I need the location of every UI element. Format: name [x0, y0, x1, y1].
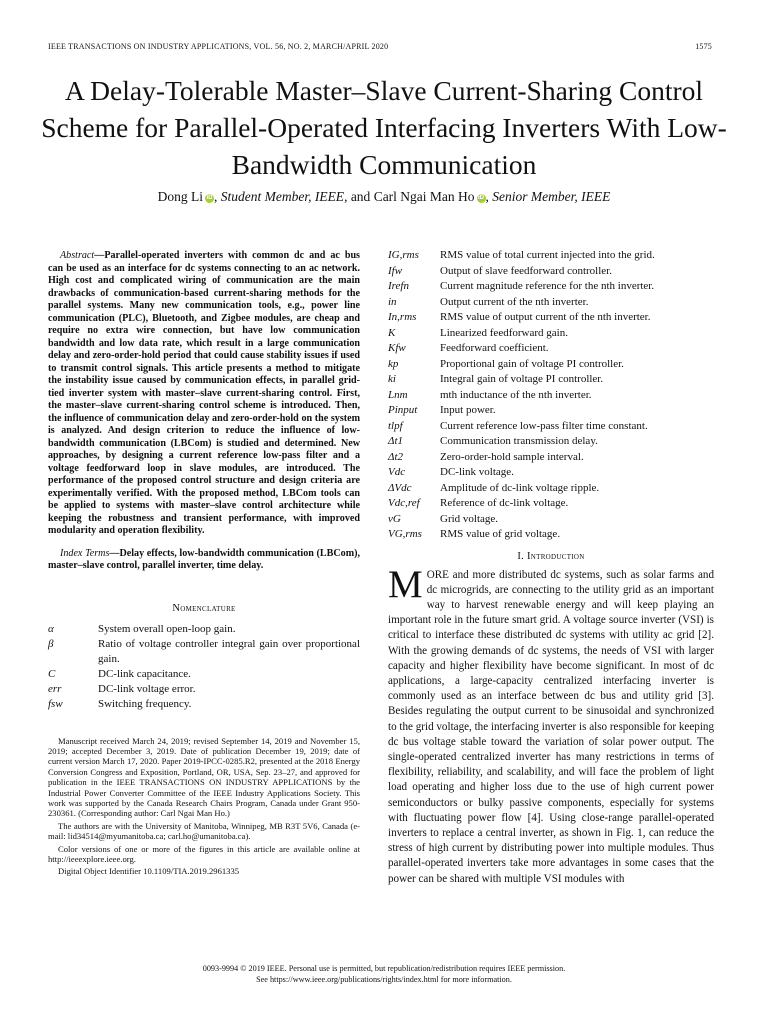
author-role-2: Senior Member, IEEE — [492, 189, 611, 204]
symbol: Ifw — [388, 264, 403, 277]
nomenclature-symbol: β — [48, 637, 54, 650]
symbol-definition: DC-link voltage. — [440, 466, 514, 478]
symbol-definition: Communication transmission delay. — [440, 435, 598, 447]
symbol-definition: Reference of dc-link voltage. — [440, 497, 569, 509]
journal-name: IEEE TRANSACTIONS ON INDUSTRY APPLICATIONS, VOL. 56, NO. 2, MARCH/APRIL 2020 — [48, 42, 389, 51]
symbol-row — [388, 465, 714, 481]
nomenclature-symbol: C — [48, 667, 56, 680]
symbol-row — [388, 295, 714, 311]
symbol-definition: Grid voltage. — [440, 512, 499, 525]
abstract-text: —Parallel-operated inverters with common dc and ac bus can be used as an interface for dc systems connecting to an ac network. High cost and complicated wiring of communication are the main drawbacks of communication-based current-sharing methods for the parallel systems. Many new communication tools, e.g., power line communication (PLC), Bluetooth, and Zigbee modules, are cheap and require no extra wire connection, but have low communication bandwidth and low data rate, which result in a large communication delay and zero-order-hold period that could cause stability issues if used to transmit control signals. This article presents a method to mitigate the instability issue caused by communication effects, in parallel grid-tied inverter system with master–slave current-sharing control. First, the master–slave current-sharing control scheme is introduced. Then, the influence of communication delay and zero-order-hold on the system is analyzed. And design criterion to reduce the influence of low-bandwidth communication (LBCom) is studied and determined. New approaches, by designing a current reference low-pass filter and a voltage feedforward loop in slave modules, are introduced. The performance of the proposed control structure and design criteria are experimentally verified. With the proposed method, LBCom tools can be applied to systems with master–slave control architecture while keeping the robustness and transient performance, with improved modularity and operation flexibility. — [48, 250, 360, 536]
symbol: In,rms — [388, 311, 417, 323]
symbol-row — [388, 403, 714, 419]
symbol: IG,rms — [388, 249, 419, 261]
symbol: vG — [388, 512, 401, 525]
index-terms-label: Index Terms — [60, 547, 110, 559]
nomenclature-definition: Switching frequency. — [98, 697, 192, 710]
symbol-row — [388, 372, 714, 388]
symbol-row — [388, 310, 714, 326]
running-head — [48, 42, 712, 51]
symbol-definition: Proportional gain of voltage PI controller. — [440, 357, 624, 370]
author-name-2: Carl Ngai Man Ho — [373, 189, 475, 204]
left-column — [48, 250, 360, 879]
symbol-row — [388, 450, 714, 466]
copyright-line: 0093-9994 © 2019 IEEE. Personal use is permitted, but republication/redistribution requires IEEE permission. — [202, 964, 566, 973]
author-line: Dong Li iD , Student Member, IEEE, and Carl Ngai Man Ho iD , Senior Member, IEEE — [157, 189, 611, 204]
nomenclature-symbol: err — [48, 682, 62, 695]
symbol: Pinput — [388, 404, 418, 416]
symbol-row — [388, 512, 714, 528]
symbol-table — [388, 248, 714, 543]
nomenclature-row — [48, 622, 360, 637]
symbol-definition: Output current of the nth inverter. — [440, 295, 589, 308]
symbol-definition: RMS value of output current of the nth inverter. — [440, 311, 651, 323]
nomenclature-row — [48, 637, 360, 667]
symbol-definition: Feedforward coefficient. — [440, 342, 549, 354]
symbol: Δt2 — [388, 450, 404, 463]
symbol-definition: Zero-order-hold sample interval. — [440, 450, 584, 463]
paper-title: A Delay-Tolerable Master–Slave Current-Sharing Control Scheme for Parallel-Operated Interfacing Inverters With Low-Bandwidth Communication — [41, 75, 727, 180]
symbol: in — [388, 295, 397, 308]
nomenclature-symbol: α — [48, 622, 54, 635]
author-name-1: Dong Li — [157, 189, 203, 204]
symbol: tlpf — [388, 419, 403, 432]
symbol-definition: mth inductance of the nth inverter. — [440, 388, 592, 401]
nomenclature-heading: Nomenclature — [172, 602, 236, 614]
symbol-row — [388, 496, 714, 512]
author-connector: , and — [344, 189, 374, 204]
abstract-label: Abstract — [60, 250, 95, 261]
introduction-heading: I. Introduction — [517, 550, 585, 562]
symbol-definition: Current reference low-pass filter time constant. — [440, 419, 648, 432]
introduction-text: ORE and more distributed dc systems, such as solar farms and dc microgrids, are connecting to the utility grid as an important way to harvest renewable energy and will keep playing an important role in the future smart grid. A voltage source inverter (VSI) is critical to interface these distributed dc systems with utility ac grid [2]. With the growing demands of dc systems, the needs of VSI with larger capacity and higher flexibility have become significant. In most of dc applications, a large-capacity centralized interfacing inverter is commonly used as an interface between dc bus and utility grid [3]. Besides regulating the output current to be sinusoidal and synchronized to the grid voltage, the interfacing inverter is also responsible for keeping dc bus voltage stable toward the variation of solar power output. The single-operated centralized inverter has many restrictions in terms of flexibility, reliability, and scalability, and will face the problem of light load operating and higher loss due to the use of high current power semiconductors or bulky passive components, especially for systems with fluctuating power flow [4]. Using close-range parallel-operated inverters to replace a central inverter, as shown in Fig. 1, can reduce the stress of high current by distributing power into multiple modules. Thus parallel-operated inverters take more advantages in some cases that the power can be shared with multiple VSI modules with — [388, 568, 714, 885]
nomenclature-row — [48, 682, 360, 697]
symbol-definition: Linearized feedforward gain. — [440, 326, 568, 339]
introduction-body — [388, 562, 714, 887]
right-column — [388, 248, 714, 887]
symbol-definition: Input power. — [440, 404, 496, 416]
abstract — [48, 250, 360, 538]
symbol: Vdc — [388, 466, 406, 478]
symbol: Vdc,ref — [388, 497, 420, 509]
symbol: Lnm — [388, 388, 408, 401]
symbol-row — [388, 481, 714, 497]
footnote-color: Color versions of one or more of the figures in this article are available online at http://ieeexplore.ieee.org. — [48, 843, 360, 864]
first-page-footnote — [48, 736, 360, 877]
symbol-definition: Amplitude of dc-link voltage ripple. — [440, 481, 600, 494]
nomenclature-symbol: fsw — [48, 697, 63, 710]
symbol: Kfw — [388, 342, 406, 354]
symbol-definition: Output of slave feedforward controller. — [440, 264, 612, 277]
symbol-row — [388, 357, 714, 373]
rights-link-line: See https://www.ieee.org/publications/rights/index.html for more information. — [256, 975, 512, 984]
footnote-manuscript: Manuscript received March 24, 2019; revised September 14, 2019 and November 15, 2019; accepted December 3, 2019. Date of publication December 19, 2019; date of current version March 17, 2020. Paper 2019-IPCC-0285.R2, presented at the 2018 Energy Conversion Congress and Exposition, Portland, OR, USA, Sep. 23–27, and approved for publication in the IEEE TRANSACTIONS ON INDUSTRY APPLICATIONS by the Industrial Power Converter Committee of the IEEE Industry Applications Society. This work was supported by the Canada Research Chairs Program, Canada under Grant 950-230361. (Corresponding author: Carl Ngai Man Ho.) — [48, 735, 360, 819]
symbol-row — [388, 341, 714, 357]
symbol-definition: RMS value of grid voltage. — [440, 528, 561, 540]
symbol-definition: Integral gain of voltage PI controller. — [440, 373, 604, 385]
footnote-doi: Digital Object Identifier 10.1109/TIA.2019.2961335 — [58, 866, 240, 877]
symbol: K — [388, 326, 396, 339]
symbol-definition: RMS value of total current injected into the grid. — [440, 249, 655, 261]
symbol-definition: Current magnitude reference for the nth inverter. — [440, 280, 655, 292]
author-role-1: Student Member, IEEE — [220, 189, 345, 204]
orcid-icon[interactable]: iD — [478, 195, 485, 201]
symbol-row — [388, 419, 714, 435]
index-terms — [48, 548, 360, 573]
symbol: ki — [388, 373, 396, 385]
page-number: 1575 — [695, 42, 712, 51]
symbol: VG,rms — [388, 528, 422, 540]
symbol-row — [388, 388, 714, 404]
symbol: kp — [388, 357, 399, 370]
nomenclature-row — [48, 697, 360, 712]
orcid-icon[interactable]: iD — [206, 195, 213, 201]
symbol-row — [388, 248, 714, 264]
nomenclature-definition: DC-link voltage error. — [98, 682, 196, 695]
symbol: ΔVdc — [388, 481, 412, 494]
nomenclature-definition: Ratio of voltage controller integral gain over proportional gain. — [98, 637, 360, 665]
nomenclature-definition: DC-link capacitance. — [98, 667, 191, 680]
symbol-row — [388, 279, 714, 295]
symbol-row — [388, 264, 714, 280]
symbol-row — [388, 434, 714, 450]
symbol: Irefn — [388, 280, 409, 292]
nomenclature-row — [48, 667, 360, 682]
footnote-affiliation: The authors are with the University of Manitoba, Winnipeg, MB R3T 5V6, Canada (e-mail: lid34514@myumanitoba.ca; carl.ho@umanitoba.ca). — [48, 820, 360, 842]
drop-cap: M — [388, 562, 423, 606]
copyright-footer — [40, 963, 728, 985]
symbol-row — [388, 326, 714, 342]
nomenclature-definition: System overall open-loop gain. — [98, 622, 236, 635]
nomenclature-table — [48, 622, 360, 712]
symbol: Δt1 — [388, 435, 404, 447]
index-terms-text: —Delay effects, low-bandwidth communication (LBCom), master–slave control, parallel inverter, time delay. — [48, 547, 360, 571]
symbol-row — [388, 527, 714, 543]
